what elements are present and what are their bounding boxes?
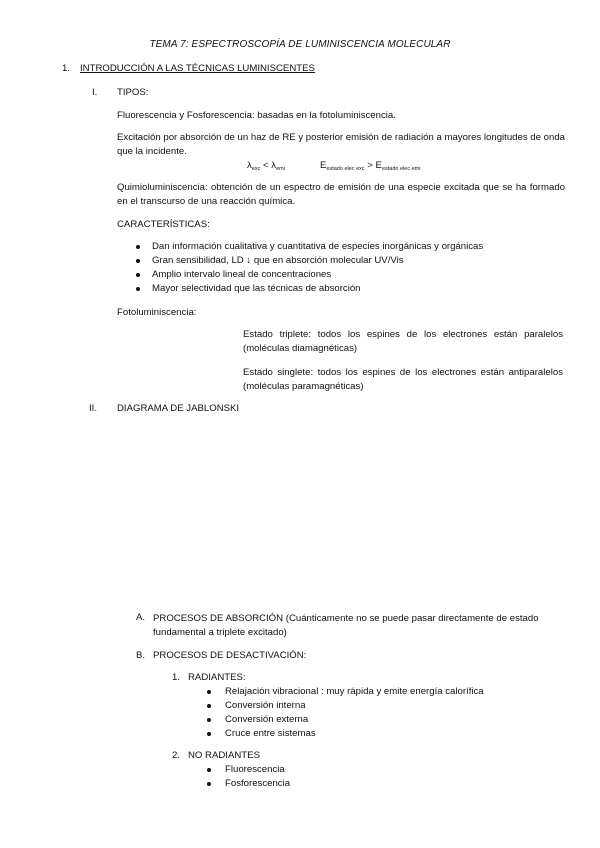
section-number: 1. [62, 63, 71, 74]
bullet-icon [207, 704, 211, 708]
formula-e: E [320, 160, 327, 171]
jablonski-diagram-area [117, 425, 565, 605]
list-item [136, 283, 361, 294]
list-letter: B. [136, 650, 146, 661]
subsection-number: II. [89, 403, 97, 414]
photoluminescence-heading: Fotoluminiscencia: [117, 307, 197, 318]
absorption-processes: PROCESOS DE ABSORCIÓN (Cuánticamente no se puede pasar directamente de estado fundamental a triplete excitado) [153, 613, 539, 638]
subsection-number: I. [92, 87, 98, 98]
list-item-text: Cruce entre sistemas [225, 728, 316, 739]
section-heading: INTRODUCCIÓN A LAS TÉCNICAS LUMINISCENTES [80, 63, 315, 74]
list-item-text: Dan información cualitativa y cuantitativa de especies inorgánicas y orgánicas [152, 241, 484, 252]
list-number: 2. [172, 750, 181, 761]
list-item [207, 686, 484, 697]
bullet-icon [136, 273, 140, 277]
list-item-text: Relajación vibracional : muy rápida y emite energía calorífica [225, 686, 484, 697]
paragraph-chemiluminescence: Quimioluminiscencia: obtención de un espectro de emisión de una especie excitada que se ha formado en el transcurso de una reacción química. [117, 182, 565, 207]
list-item [136, 255, 404, 266]
list-item-text: Conversión externa [225, 714, 309, 725]
list-item-text: Amplio intervalo lineal de concentraciones [152, 269, 332, 280]
list-item-text: Mayor selectividad que las técnicas de absorción [152, 283, 361, 294]
subsection-heading: DIAGRAMA DE JABLONSKI [117, 403, 240, 414]
list-item-text: Fluorescencia [225, 764, 285, 775]
non-radiative-heading: NO RADIANTES [188, 750, 260, 761]
bullet-icon [207, 690, 211, 694]
singlet-state: Estado singlete: todos los espines de los electrones están antiparalelos (moléculas paramagnéticas) [243, 367, 563, 392]
deactivation-processes: PROCESOS DE DESACTIVACIÓN: [153, 650, 307, 661]
list-item [207, 714, 308, 725]
list-number: 1. [172, 672, 181, 683]
list-item [136, 269, 331, 280]
formula-sub-exc: exc [251, 166, 261, 172]
page-title: TEMA 7: ESPECTROSCOPÍA DE LUMINISCENCIA MOLECULAR [149, 39, 451, 50]
formula-sub-emi: emi [276, 166, 285, 172]
list-letter: A. [136, 612, 146, 623]
radiative-heading: RADIANTES: [188, 672, 246, 683]
bullet-icon [207, 732, 211, 736]
list-item [207, 764, 285, 775]
bullet-icon [207, 718, 211, 722]
formula-lambda [247, 160, 285, 172]
list-item-text: Conversión interna [225, 700, 306, 711]
formula-sub-state-exc: estado elec exc [326, 166, 365, 172]
formula-sub-state-emi: estado elec emi [381, 166, 421, 172]
list-item-text: Gran sensibilidad, LD ↓ que en absorción molecular UV/Vis [152, 255, 404, 266]
bullet-icon [136, 287, 140, 291]
formula-energy [320, 160, 421, 172]
paragraph-fluorescence: Fluorescencia y Fosforescencia: basadas en la fotoluminiscencia. [117, 110, 396, 121]
subsection-heading: TIPOS: [117, 87, 149, 98]
triplet-state: Estado triplete: todos los espines de los electrones están paralelos (moléculas diamagnéticas) [243, 329, 563, 354]
list-item [207, 728, 316, 739]
bullet-icon [136, 245, 140, 249]
bullet-icon [207, 768, 211, 772]
formula-lambda-symbol: λ [247, 160, 252, 171]
list-item [207, 700, 306, 711]
list-item [207, 778, 290, 789]
characteristics-heading: CARACTERÍSTICAS: [117, 219, 210, 230]
formula-gt: > E [364, 160, 382, 171]
paragraph-excitation: Excitación por absorción de un haz de RE y posterior emisión de radiación a mayores longitudes de onda que la incidente. [117, 132, 565, 157]
formula-lt: < λ [260, 160, 277, 171]
bullet-icon [136, 259, 140, 263]
bullet-icon [207, 782, 211, 786]
list-item-text: Fosforescencia [225, 778, 291, 789]
list-item [136, 241, 483, 252]
